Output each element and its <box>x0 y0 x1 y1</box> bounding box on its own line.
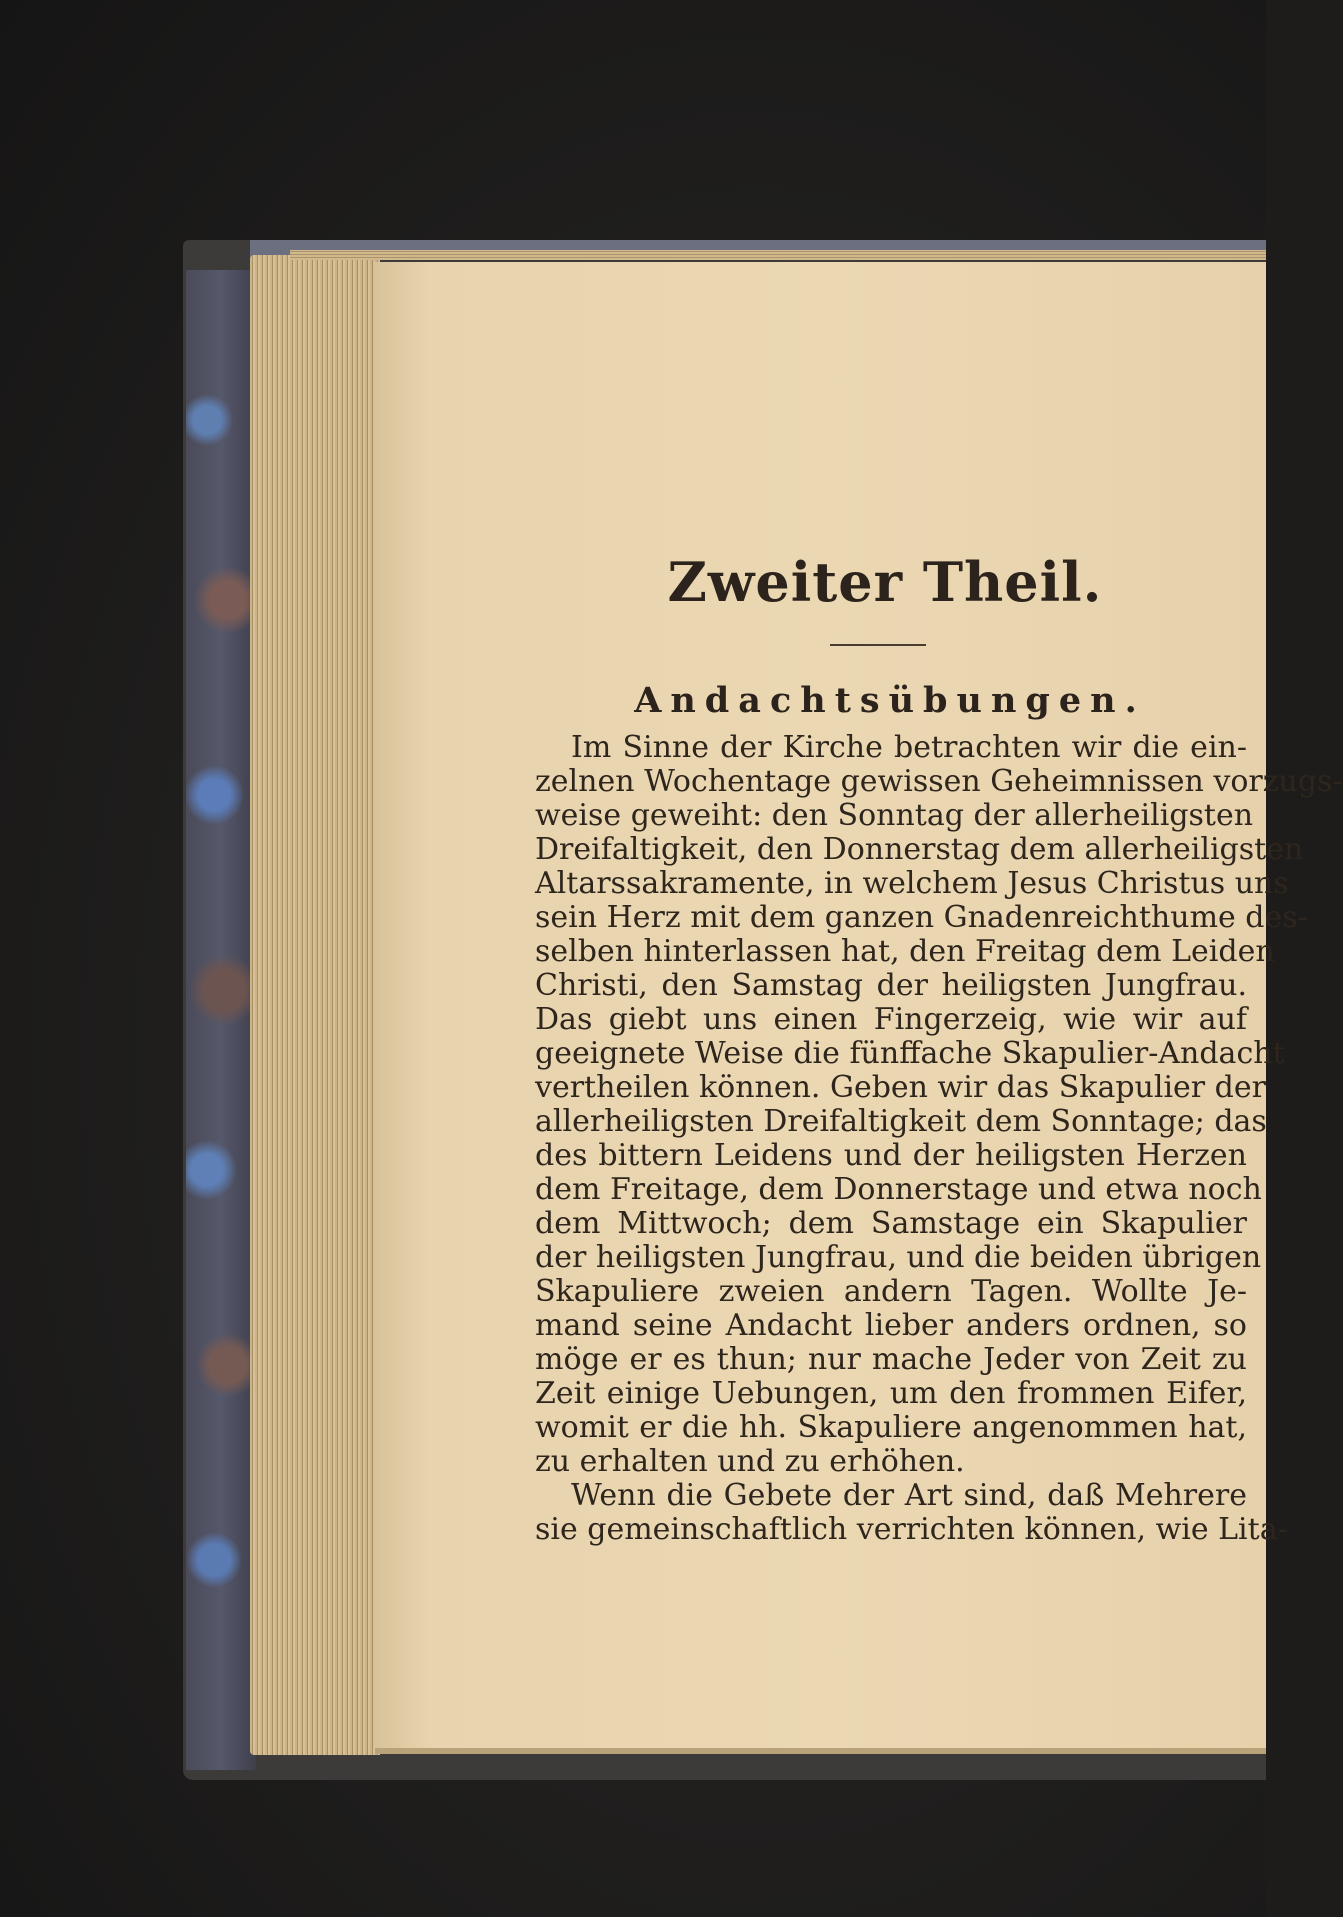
text-line: dem Freitage, dem Donnerstage und etwa noch <box>535 1172 1262 1207</box>
text-line: geeignete Weise die fünffache Skapulier-Andacht <box>535 1036 1285 1071</box>
text-line: allerheiligsten Dreifaltigkeit dem Sonntage; das <box>535 1104 1267 1139</box>
text-line: der heiligsten Jungfrau, und die beiden übrigen <box>535 1240 1262 1275</box>
text-line: weise geweiht: den Sonntag der allerheiligsten <box>535 798 1254 833</box>
part-title: Zweiter Theil. <box>667 550 1103 614</box>
page-text <box>535 550 1343 1547</box>
text-line: Zeit einige Uebungen, um den frommen Eifer, <box>535 1376 1247 1411</box>
text-line: Im Sinne der Kirche betrachten wir die ein- <box>571 730 1247 765</box>
text-line: dem Mittwoch; dem Samstage ein Skapulier <box>535 1206 1247 1241</box>
text-line: zu erhalten und zu erhöhen. <box>535 1444 965 1479</box>
text-line: selben hinterlassen hat, den Freitag dem Leiden <box>535 934 1275 969</box>
text-line: sein Herz mit dem ganzen Gnadenreichthume des- <box>535 900 1308 935</box>
page-edges <box>250 255 380 1755</box>
page-bottom-edge <box>375 1748 1266 1754</box>
page-edges-top <box>290 250 1266 260</box>
text-line: vertheilen können. Geben wir das Skapulier der <box>535 1070 1266 1105</box>
text-line: womit er die hh. Skapuliere angenommen hat, <box>535 1410 1247 1445</box>
paragraph-1 <box>535 730 1343 1479</box>
section-heading: Andachtsübungen. <box>634 680 1146 721</box>
text-line: Christi, den Samstag der heiligsten Jungfrau. <box>535 968 1247 1003</box>
text-line: mand seine Andacht lieber anders ordnen, so <box>535 1308 1247 1343</box>
text-line: zelnen Wochentage gewissen Geheimnissen vorzugs- <box>535 764 1343 799</box>
text-line: möge er es thun; nur mache Jeder von Zeit zu <box>535 1342 1247 1377</box>
paragraph-2 <box>535 1478 1288 1547</box>
marbled-spine <box>186 270 256 1770</box>
text-line: des bittern Leidens und der heiligsten Herzen <box>535 1138 1247 1173</box>
text-line: Skapuliere zweien andern Tagen. Wollte Je- <box>535 1274 1247 1309</box>
text-line: Wenn die Gebete der Art sind, daß Mehrere <box>571 1478 1247 1513</box>
title-divider <box>830 644 926 646</box>
text-line: Dreifaltigkeit, den Donnerstag dem allerheiligsten <box>535 832 1304 867</box>
text-line: sie gemeinschaftlich verrichten können, wie Lita- <box>535 1512 1288 1547</box>
text-line: Das giebt uns einen Fingerzeig, wie wir auf <box>535 1002 1247 1037</box>
text-line: Altarssakramente, in welchem Jesus Christus uns <box>535 866 1289 901</box>
